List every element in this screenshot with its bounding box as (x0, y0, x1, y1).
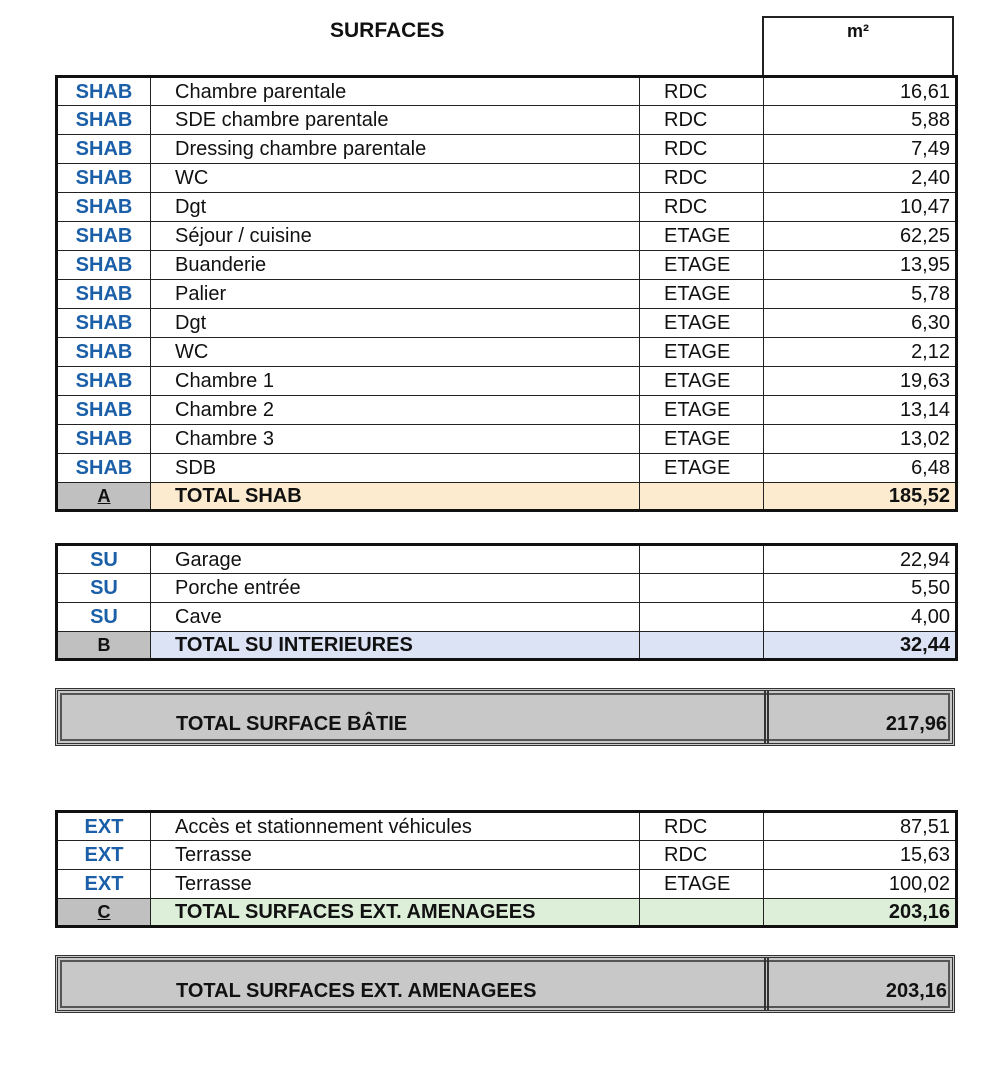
row-code: SHAB (57, 425, 151, 454)
row-level: RDC (640, 164, 764, 193)
row-code: SHAB (57, 164, 151, 193)
row-label: WC (151, 164, 640, 193)
row-level: ETAGE (640, 454, 764, 483)
total-label: TOTAL SHAB (151, 483, 640, 511)
row-value: 7,49 (764, 135, 957, 164)
row-label: Buanderie (151, 251, 640, 280)
total-surface-batie-box (55, 688, 955, 746)
row-value: 5,88 (764, 106, 957, 135)
row-code: SHAB (57, 396, 151, 425)
total-label: TOTAL SU INTERIEURES (151, 632, 640, 660)
row-label: WC (151, 338, 640, 367)
row-level (640, 574, 764, 603)
row-value: 100,02 (764, 870, 957, 899)
row-value: 2,12 (764, 338, 957, 367)
row-value: 6,30 (764, 309, 957, 338)
row-label: Garage (151, 545, 640, 574)
row-label: Chambre 2 (151, 396, 640, 425)
ext-table (55, 810, 958, 928)
row-value: 2,40 (764, 164, 957, 193)
row-code: EXT (57, 870, 151, 899)
row-code: SU (57, 574, 151, 603)
table-row (57, 812, 957, 841)
row-value: 22,94 (764, 545, 957, 574)
total-row-ext (57, 899, 957, 927)
grand-total-value: 203,16 (885, 980, 947, 1002)
row-code: SHAB (57, 309, 151, 338)
row-value: 87,51 (764, 812, 957, 841)
row-label: Terrasse (151, 841, 640, 870)
table-row (57, 338, 957, 367)
total-code: A (57, 483, 151, 511)
row-label: SDB (151, 454, 640, 483)
grand-total-label: TOTAL SURFACE BÂTIE (176, 713, 408, 735)
row-code: EXT (57, 812, 151, 841)
row-code: SHAB (57, 251, 151, 280)
row-label: Chambre 1 (151, 367, 640, 396)
row-level: ETAGE (640, 222, 764, 251)
row-label: Terrasse (151, 870, 640, 899)
table-row (57, 193, 957, 222)
row-value: 5,78 (764, 280, 957, 309)
row-label: Dgt (151, 309, 640, 338)
table-row (57, 367, 957, 396)
unit-label: m² (847, 21, 869, 41)
row-level: RDC (640, 106, 764, 135)
row-level: ETAGE (640, 425, 764, 454)
table-row (57, 222, 957, 251)
total-row-shab (57, 483, 957, 511)
row-level: RDC (640, 812, 764, 841)
row-value: 4,00 (764, 603, 957, 632)
total-value: 32,44 (764, 632, 957, 660)
row-label: Accès et stationnement véhicules (151, 812, 640, 841)
row-code: SU (57, 545, 151, 574)
grand-total-value: 217,96 (885, 713, 947, 735)
row-value: 6,48 (764, 454, 957, 483)
row-code: SHAB (57, 280, 151, 309)
total-ext-amenagees-box (55, 955, 955, 1013)
table-row (57, 603, 957, 632)
row-level: ETAGE (640, 309, 764, 338)
su-table (55, 543, 958, 661)
row-value: 13,14 (764, 396, 957, 425)
row-value: 10,47 (764, 193, 957, 222)
table-row (57, 574, 957, 603)
row-label: Cave (151, 603, 640, 632)
row-level: RDC (640, 135, 764, 164)
row-value: 15,63 (764, 841, 957, 870)
row-value: 5,50 (764, 574, 957, 603)
table-row (57, 870, 957, 899)
row-label: Dgt (151, 193, 640, 222)
shab-table (55, 75, 958, 512)
total-level-cell (640, 632, 764, 660)
table-row (57, 280, 957, 309)
table-row (57, 106, 957, 135)
table-row (57, 841, 957, 870)
page-title: SURFACES (330, 19, 445, 42)
row-code: SHAB (57, 338, 151, 367)
row-code: SHAB (57, 193, 151, 222)
total-label: TOTAL SURFACES EXT. AMENAGEES (151, 899, 640, 927)
row-label: Palier (151, 280, 640, 309)
row-value: 13,95 (764, 251, 957, 280)
row-level: ETAGE (640, 396, 764, 425)
row-level (640, 545, 764, 574)
row-level: ETAGE (640, 280, 764, 309)
row-code: SHAB (57, 222, 151, 251)
row-value: 19,63 (764, 367, 957, 396)
table-row (57, 396, 957, 425)
row-level: RDC (640, 77, 764, 106)
total-value: 203,16 (764, 899, 957, 927)
row-code: SU (57, 603, 151, 632)
table-row (57, 545, 957, 574)
row-label: Séjour / cuisine (151, 222, 640, 251)
row-value: 62,25 (764, 222, 957, 251)
row-label: Chambre 3 (151, 425, 640, 454)
total-row-su (57, 632, 957, 660)
row-label: Porche entrée (151, 574, 640, 603)
row-label: Dressing chambre parentale (151, 135, 640, 164)
unit-header (762, 16, 954, 77)
total-level-cell (640, 483, 764, 511)
total-code: B (57, 632, 151, 660)
row-level: RDC (640, 193, 764, 222)
row-level: ETAGE (640, 367, 764, 396)
total-value: 185,52 (764, 483, 957, 511)
grand-total-label: TOTAL SURFACES EXT. AMENAGEES (176, 980, 537, 1002)
table-row (57, 135, 957, 164)
total-level-cell (640, 899, 764, 927)
row-level (640, 603, 764, 632)
row-code: SHAB (57, 367, 151, 396)
table-row (57, 164, 957, 193)
row-label: Chambre parentale (151, 77, 640, 106)
total-code: C (57, 899, 151, 927)
row-level: ETAGE (640, 251, 764, 280)
row-level: RDC (640, 841, 764, 870)
table-row (57, 425, 957, 454)
row-value: 13,02 (764, 425, 957, 454)
table-row (57, 454, 957, 483)
row-code: SHAB (57, 106, 151, 135)
row-level: ETAGE (640, 338, 764, 367)
row-value: 16,61 (764, 77, 957, 106)
row-label: SDE chambre parentale (151, 106, 640, 135)
row-code: SHAB (57, 135, 151, 164)
table-row (57, 309, 957, 338)
row-code: SHAB (57, 77, 151, 106)
row-code: SHAB (57, 454, 151, 483)
table-row (57, 251, 957, 280)
row-level: ETAGE (640, 870, 764, 899)
row-code: EXT (57, 841, 151, 870)
table-row (57, 77, 957, 106)
